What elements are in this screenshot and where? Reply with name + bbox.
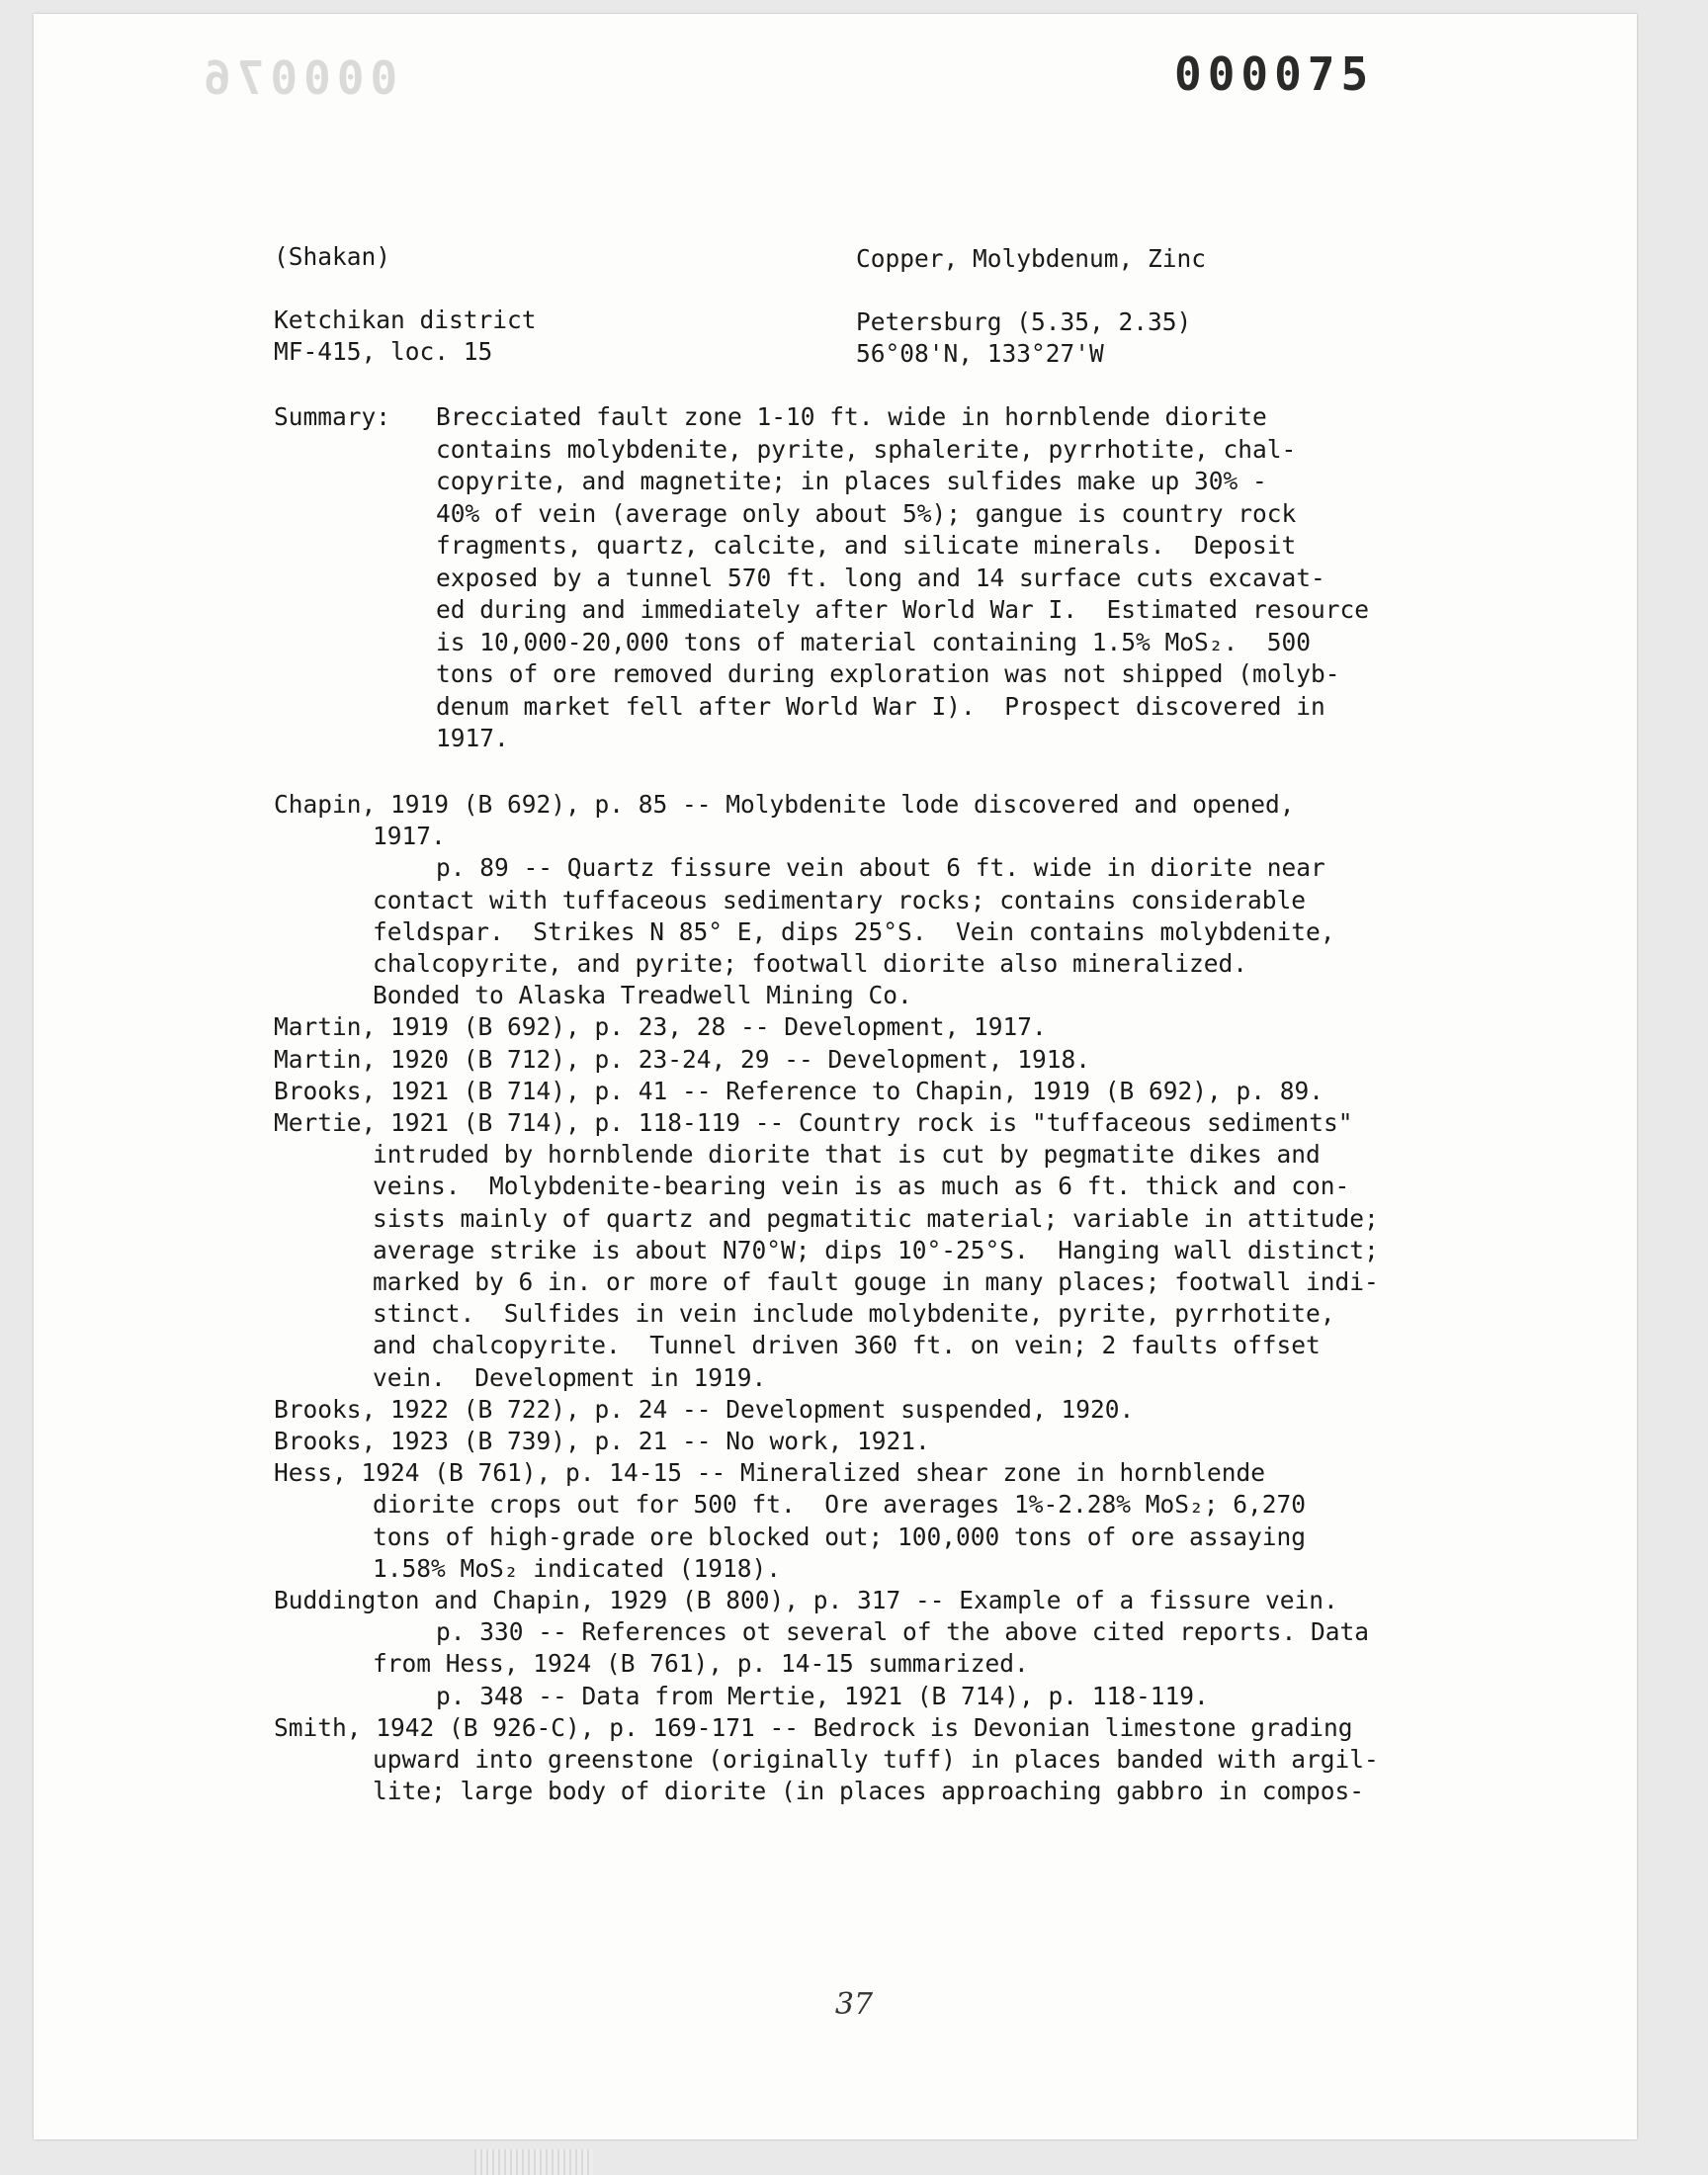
quadrangle: Petersburg (5.35, 2.35) [856,307,1192,336]
document-number-stamp: 000075 [1174,47,1375,101]
reference-line: Brooks, 1921 (B 714), p. 41 -- Reference to Chapin, 1919 (B 692), p. 89. [274,1076,1324,1105]
reference-line: p. 330 -- References ot several of the above cited reports. Data [436,1617,1370,1647]
binding-edge [474,2149,593,2175]
reference-line: Smith, 1942 (B 926-C), p. 169-171 -- Bedrock is Devonian limestone grading [274,1712,1353,1742]
reference-line: lite; large body of diorite (in places approaching gabbro in compos- [373,1777,1365,1806]
summary-label: Summary: [274,402,391,431]
bleed-through-stamp: 000076 [198,51,398,105]
summary-line: copyrite, and magnetite; in places sulfides make up 30% - [436,467,1267,495]
reference-line: intruded by hornblende diorite that is cut by pegmatite dikes and [373,1140,1321,1170]
reference-line: Brooks, 1923 (B 739), p. 21 -- No work, 1921. [274,1427,930,1455]
reference-line: tons of high-grade ore blocked out; 100,000 tons of ore assaying [373,1522,1307,1551]
reference-line: Martin, 1919 (B 692), p. 23, 28 -- Development, 1917. [274,1012,1047,1042]
reference-line: Martin, 1920 (B 712), p. 23-24, 29 -- Development, 1918. [274,1044,1091,1074]
summary-line: Brecciated fault zone 1-10 ft. wide in hornblende diorite [436,402,1267,431]
reference-line: Hess, 1924 (B 761), p. 14-15 -- Mineralized shear zone in hornblende [274,1458,1266,1488]
reference-line: Chapin, 1919 (B 692), p. 85 -- Molybdenite lode discovered and opened, [274,790,1295,819]
reference-line: p. 89 -- Quartz fissure vein about 6 ft. wide in diorite near [436,853,1325,883]
reference-line: upward into greenstone (originally tuff) in places banded with argil- [373,1745,1379,1774]
page-number: 37 [834,1987,874,2022]
summary-line: is 10,000-20,000 tons of material containing 1.5% MoS₂. 500 [436,627,1312,656]
reference-line: Bonded to Alaska Treadwell Mining Co. [373,981,912,1010]
summary-line: exposed by a tunnel 570 ft. long and 14 surface cuts excavat- [436,563,1325,592]
summary-line: 40% of vein (average only about 5%); gangue is country rock [436,498,1297,528]
summary-line: fragments, quartz, calcite, and silicate minerals. Deposit [436,531,1297,560]
summary-line: tons of ore removed during exploration was not shipped (molyb- [436,659,1340,688]
reference-line: veins. Molybdenite-bearing vein is as much as 6 ft. thick and con- [373,1172,1350,1201]
reference-line: contact with tuffaceous sedimentary rocks; contains considerable [373,885,1307,914]
reference-line: 1917. [373,822,446,851]
summary-line: ed during and immediately after World War I. Estimated resource [436,595,1370,624]
reference-line: 1.58% MoS₂ indicated (1918). [373,1553,782,1583]
reference-line: and chalcopyrite. Tunnel driven 360 ft. on vein; 2 faults offset [373,1331,1321,1360]
reference-line: average strike is about N70°W; dips 10°-25°S. Hanging wall distinct; [373,1235,1379,1264]
reference-line: p. 348 -- Data from Mertie, 1921 (B 714), p. 118-119. [436,1681,1209,1710]
reference-line: sists mainly of quartz and pegmatitic material; variable in attitude; [373,1203,1379,1233]
prospect-name: (Shakan) [274,242,391,271]
coordinates: 56°08'N, 133°27'W [856,339,1104,368]
reference-line: vein. Development in 1919. [373,1362,767,1392]
map-reference: MF-415, loc. 15 [274,337,493,366]
summary-line: 1917. [436,724,509,752]
summary-line: contains molybdenite, pyrite, sphalerite, pyrrhotite, chal- [436,434,1297,464]
reference-line: marked by 6 in. or more of fault gouge in many places; footwall indi- [373,1267,1379,1296]
reference-line: Buddington and Chapin, 1929 (B 800), p. 317 -- Example of a fissure vein. [274,1586,1338,1614]
commodities: Copper, Molybdenum, Zinc [856,244,1207,273]
reference-line: from Hess, 1924 (B 761), p. 14-15 summarized. [373,1649,1029,1679]
reference-line: Mertie, 1921 (B 714), p. 118-119 -- Country rock is "tuffaceous sediments" [274,1108,1353,1137]
summary-line: denum market fell after World War I). Prospect discovered in [436,691,1325,721]
reference-line: Brooks, 1922 (B 722), p. 24 -- Development suspended, 1920. [274,1394,1135,1424]
reference-line: stinct. Sulfides in vein include molybdenite, pyrite, pyrrhotite, [373,1299,1335,1329]
reference-line: feldspar. Strikes N 85° E, dips 25°S. Vein contains molybdenite, [373,916,1335,946]
reference-line: diorite crops out for 500 ft. Ore averages 1%-2.28% MoS₂; 6,270 [373,1490,1307,1520]
reference-line: chalcopyrite, and pyrite; footwall diorite also mineralized. [373,949,1248,978]
district: Ketchikan district [274,305,537,334]
